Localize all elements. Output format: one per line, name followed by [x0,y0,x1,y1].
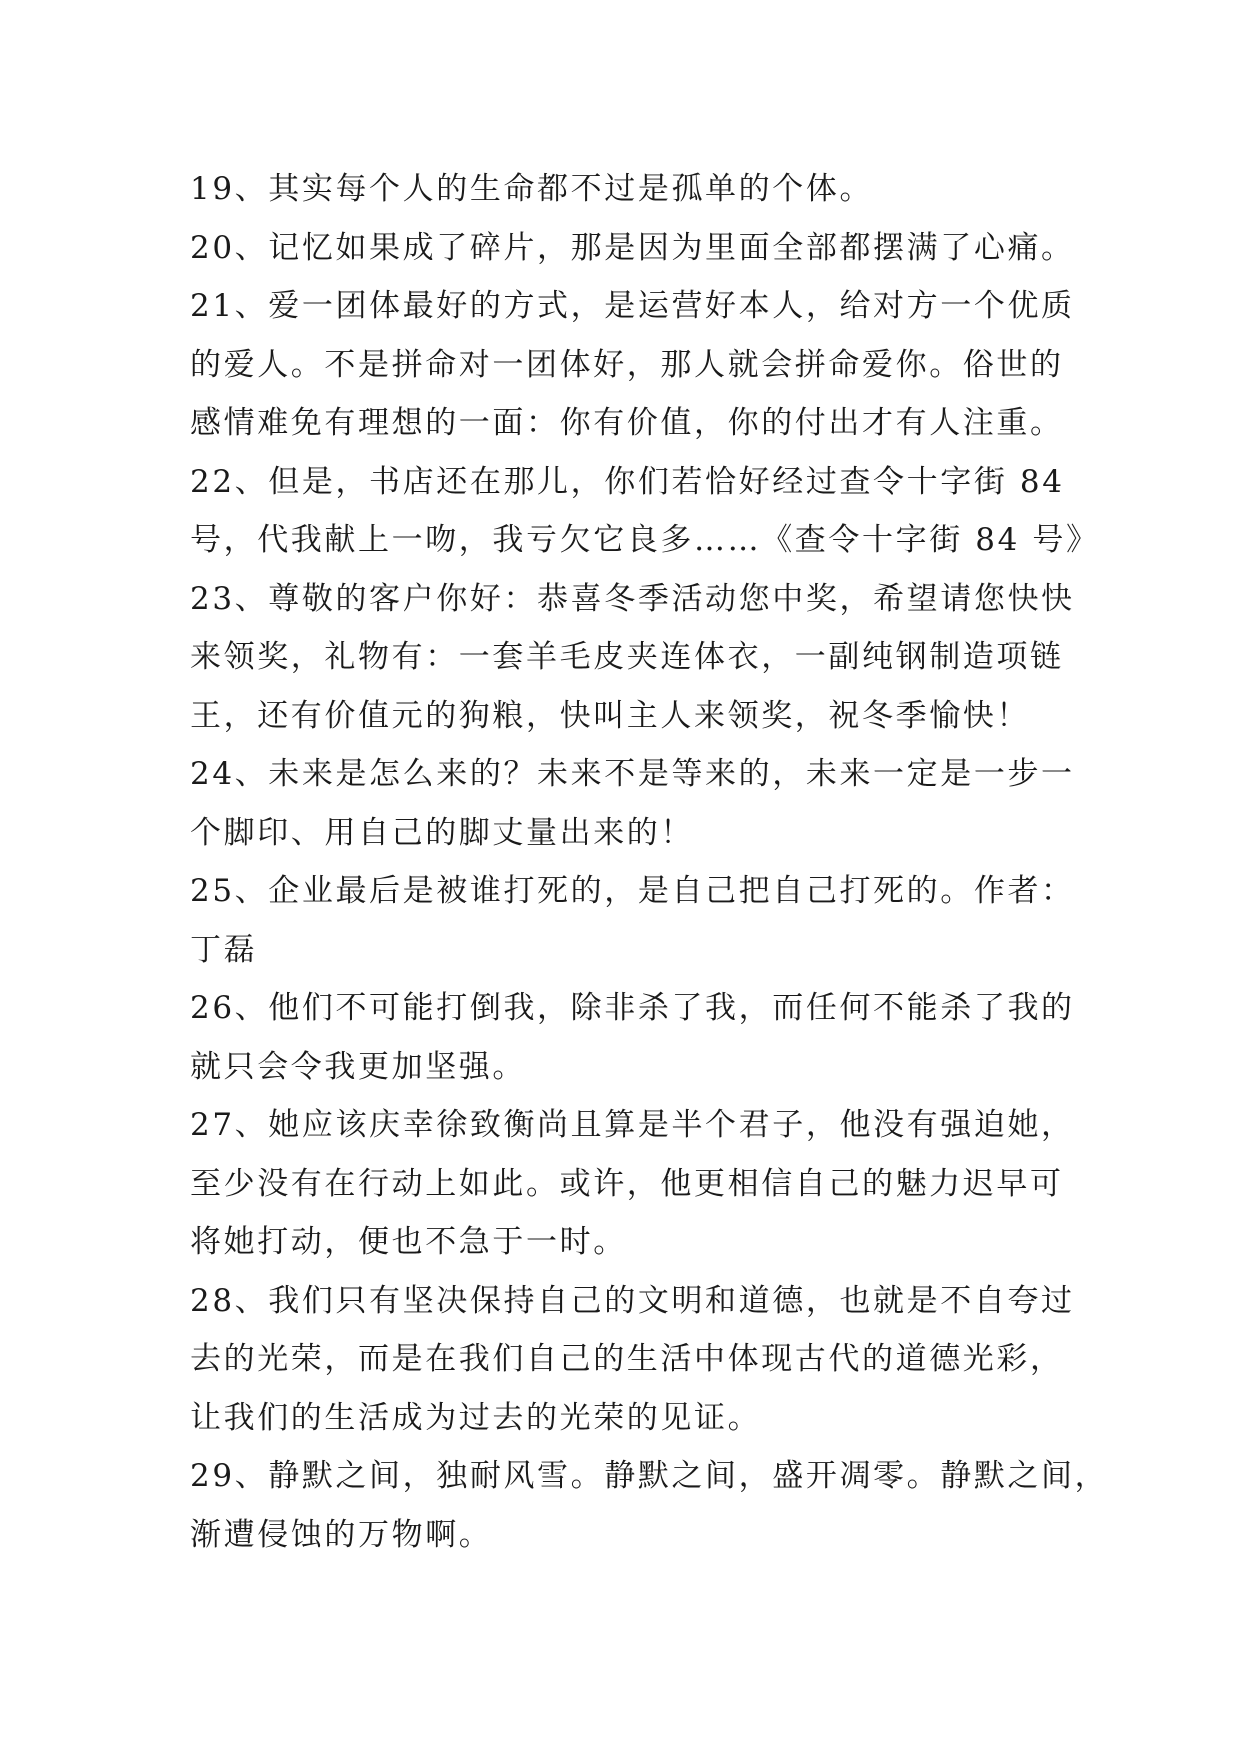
text-line-2: 20、记忆如果成了碎片，那是因为里面全部都摆满了心痛。 [190,229,1075,266]
text-line-18: 至少没有在行动上如此。或许，他更相信自己的魅力迟早可 [190,1165,1064,1202]
text-line-19: 将她打动，便也不急于一时。 [190,1224,627,1260]
text-line-24: 渐遭侵蚀的万物啊。 [190,1516,493,1553]
text-line-3: 21、爱一团体最好的方式，是运营好本人，给对方一个优质 [190,288,1075,324]
text-line-16: 就只会令我更加坚强。 [190,1048,526,1085]
text-line-9: 来领奖，礼物有：一套羊毛皮夹连体衣，一副纯钢制造项链 [190,639,1064,675]
text-line-21: 去的光荣，而是在我们自己的生活中体现古代的道德光彩， [190,1341,1064,1377]
text-line-15: 26、他们不可能打倒我，除非杀了我，而任何不能杀了我的 [190,990,1075,1026]
text-line-1: 19、其实每个人的生命都不过是孤单的个体。 [190,171,874,207]
text-line-20: 28、我们只有坚决保持自己的文明和道德，也就是不自夸过 [190,1282,1075,1319]
text-line-5: 感情难免有理想的一面：你有价值，你的付出才有人注重。 [190,405,1064,441]
text-line-23: 29、静默之间，独耐风雪。静默之间，盛开凋零。静默之间， [190,1458,1109,1494]
text-line-4: 的爱人。不是拼命对一团体好，那人就会拼命爱你。俗世的 [190,346,1064,383]
text-line-14: 丁磊 [190,931,258,968]
text-line-8: 23、尊敬的客户你好：恭喜冬季活动您中奖，希望请您快快 [190,580,1075,617]
text-line-11: 24、未来是怎么来的？未来不是等来的，未来一定是一步一 [190,756,1075,792]
text-line-6: 22、但是，书店还在那儿，你们若恰好经过查令十字街 84 [190,463,1065,500]
text-line-22: 让我们的生活成为过去的光荣的见证。 [190,1399,762,1436]
document-body [190,160,1109,1564]
text-line-17: 27、她应该庆幸徐致衡尚且算是半个君子，他没有强迫她， [190,1107,1075,1143]
text-line-13: 25、企业最后是被谁打死的，是自己把自己打死的。作者： [190,873,1075,909]
text-line-12: 个脚印、用自己的脚丈量出来的！ [190,814,694,851]
text-line-7: 号，代我献上一吻，我亏欠它良多……《查令十字街 84 号》 [190,522,1100,558]
text-line-10: 王，还有价值元的狗粮，快叫主人来领奖，祝冬季愉快！ [190,697,1030,734]
